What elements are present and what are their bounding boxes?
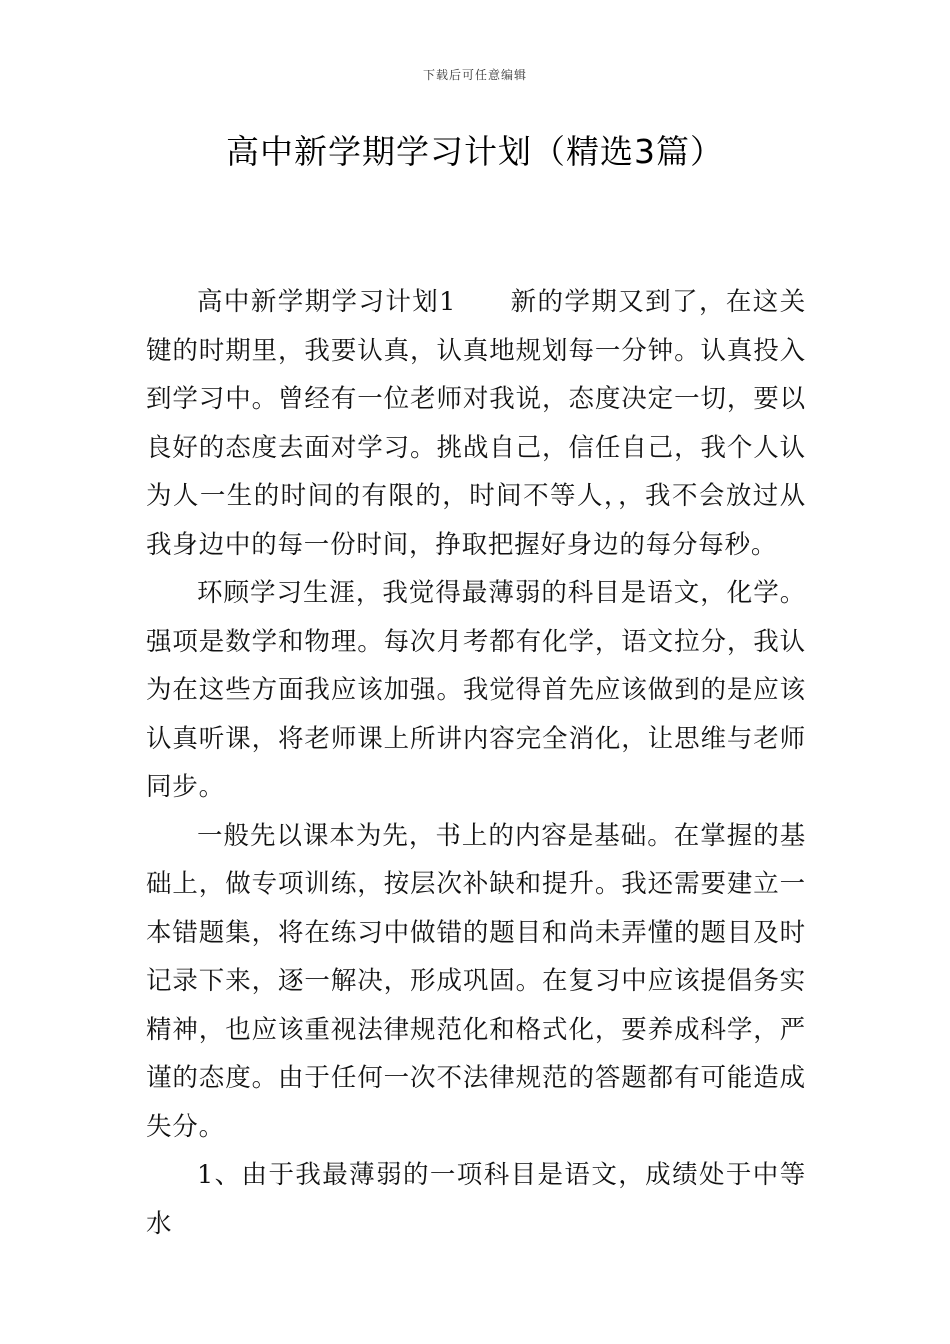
document-title: 高中新学期学习计划（精选3篇） — [226, 132, 724, 171]
paragraph-1: 高中新学期学习计划1 新的学期又到了，在这关键的时期里，我要认真，认真地规划每一分钟。认真投入到学习中。曾经有一位老师对我说，态度决定一切，要以良好的态度去面对学习。挑战自己，信任自己，我个人认为人一生的时间的有限的，时间不等人，，我不会放过从我身边中的每一份时间，挣取把握好身边的每分每秒。 — [146, 287, 806, 560]
document-body — [146, 278, 806, 1248]
paragraph-4: 1、由于我最薄弱的一项科目是语文，成绩处于中等水 — [146, 1160, 806, 1239]
paragraph-3: 一般先以课本为先，书上的内容是基础。在掌握的基础上，做专项训练，按层次补缺和提升。我还需要建立一本错题集，将在练习中做错的题目和尚未弄懂的题目及时记录下来，逐一解决，形成巩固。在复习中应该提倡务实精神，也应该重视法律规范化和格式化，要养成科学，严谨的态度。由于任何一次不法律规范的答题都有可能造成失分。 — [146, 820, 806, 1142]
header-note: 下载后可任意编辑 — [422, 68, 527, 82]
paragraph-2: 环顾学习生涯，我觉得最薄弱的科目是语文，化学。强项是数学和物理。每次月考都有化学，语文拉分，我认为在这些方面我应该加强。我觉得首先应该做到的是应该认真听课，将老师课上所讲内容完全消化，让思维与老师同步。 — [146, 578, 806, 802]
